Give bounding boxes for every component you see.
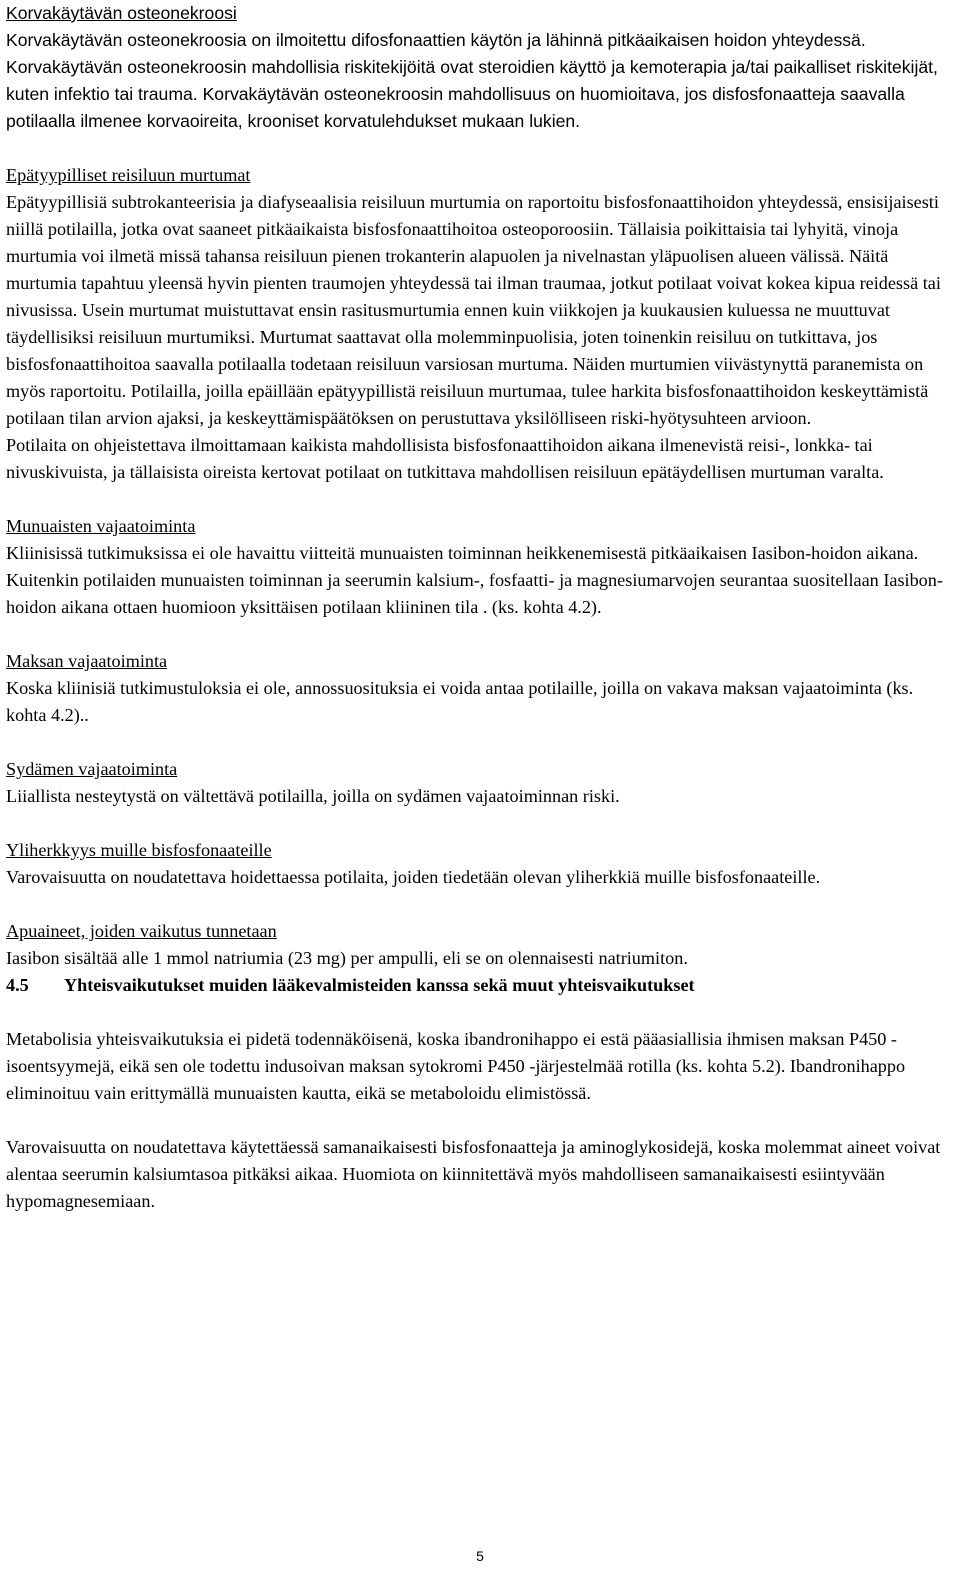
- section-ear-osteonecrosis: [6, 0, 956, 135]
- page-number: 5: [476, 1548, 484, 1564]
- section-heading: Epätyypilliset reisiluun murtumat: [6, 165, 251, 185]
- spacer: [6, 621, 956, 648]
- section-excipients: [6, 918, 956, 972]
- section-body: Potilaita on ohjeistettava ilmoittamaan kaikista mahdollisista bisfosfonaattihoidon aikana ilmenevistä reisi-, lonkka- tai nivuskivuista, ja tällaisista oireista kertovat potilaat on tutkittava mahdollisen reisiluun epätäydellisen murtuman varalta.: [6, 435, 884, 482]
- section-hepatic-impairment: [6, 648, 956, 729]
- section-body: Korvakäytävän osteonekroosia on ilmoitettu difosfonaattien käytön ja lähinnä pitkäaikaisen hoidon yhteydessä. Korvakäytävän osteonekroosin mahdollisia riskitekijöitä ovat steroidien käyttö ja kemoterapia ja/tai paikalliset riskitekijät, kuten infektio tai trauma. Korvakäytävän osteonekroosin mahdollisuus on huomioitava, jos disfosfonaatteja saavalla potilaalla ilmenee korvaoireita, krooniset korvatulehdukset mukaan lukien.: [6, 30, 938, 131]
- document-page: [6, 0, 956, 1215]
- section-heading: Maksan vajaatoiminta: [6, 651, 168, 671]
- section-heading: Sydämen vajaatoiminta: [6, 759, 178, 779]
- section-title: [6, 972, 956, 999]
- spacer: [6, 999, 956, 1026]
- section-body: Iasibon sisältää alle 1 mmol natriumia (23 mg) per ampulli, eli se on olennaisesti natriumiton.: [6, 948, 688, 968]
- spacer: [6, 135, 956, 162]
- section-interactions: [6, 972, 956, 1215]
- spacer: [6, 810, 956, 837]
- section-body: Koska kliinisiä tutkimustuloksia ei ole, annossuosituksia ei voida antaa potilaille, joilla on vakava maksan vajaatoiminta (ks. kohta 4.2)..: [6, 678, 914, 725]
- section-heading: Korvakäytävän osteonekroosi: [6, 3, 237, 23]
- section-number: 4.5: [6, 975, 29, 995]
- section-heading: Apuaineet, joiden vaikutus tunnetaan: [6, 921, 277, 941]
- section-body: Epätyypillisiä subtrokanteerisia ja diafyseaalisia reisiluun murtumia on raportoitu bisfosfonaattihoidon yhteydessä, ensisijaisesti niillä potilailla, jotka ovat saaneet pitkäaikaista bisfosfonaattihoitoa osteoporoosiin. Tällaisia poikittaisia tai lyhyitä, vinoja murtumia voi ilmetä missä tahansa reisiluun pienen trokanterin alapuolen ja nivelnastan yläpuolisen alueen välissä. Näitä murtumia tapahtuu yleensä hyvin pienten traumojen yhteydessä tai ilman traumaa, jotkut potilaat voivat kokea kipua reidessä tai nivusissa. Usein murtumat muistuttavat ensin rasitusmurtumia ennen kuin viikkojen ja kuukausien kuluessa ne muuttuvat täydellisiksi reisiluun murtumiksi. Murtumat saattavat olla molemminpuolisia, joten toinenkin reisiluu on tutkittava, jos bisfosfonaattihoitoa saavalla potilaalla todetaan reisiluun varsiosan murtuma. Näiden murtumien viivästynyttä paranemista on myös raportoitu. Potilailla, joilla epäillään epätyypillistä reisiluun murtumaa, tulee harkita bisfosfonaattihoidon keskeyttämistä potilaan tilan arvion ajaksi, ja keskeyttämispäätöksen on perustuttava yksilölliseen riski-hyötysuhteen arvioon.: [6, 192, 941, 428]
- section-body: Varovaisuutta on noudatettava hoidettaessa potilaita, joiden tiedetään olevan yliherkkiä muille bisfosfonaateille.: [6, 867, 821, 887]
- section-body: Metabolisia yhteisvaikutuksia ei pidetä todennäköisenä, koska ibandronihappo ei estä pääasiallisia ihmisen maksan P450 -isoentsyymejä, eikä sen ole todettu indusoivan maksan sytokromi P450 -järjestelmää rotilla (ks. kohta 5.2). Ibandronihappo eliminoituu vain erittymällä munuaisten kautta, eikä se metaboloidu elimistössä.: [6, 1029, 906, 1103]
- section-body: Varovaisuutta on noudatettava käytettäessä samanaikaisesti bisfosfonaatteja ja aminoglykosidejä, koska molemmat aineet voivat alentaa seerumin kalsiumtasoa pitkäksi aikaa. Huomiota on kiinnitettävä myös mahdolliseen samanaikaisesti esiintyvään hypomagnesemiaan.: [6, 1137, 941, 1211]
- spacer: [6, 1107, 956, 1134]
- spacer: [6, 729, 956, 756]
- section-cardiac-impairment: [6, 756, 956, 810]
- section-atypical-femur-fractures: [6, 162, 956, 486]
- section-renal-impairment: [6, 513, 956, 621]
- section-heading: Munuaisten vajaatoiminta: [6, 516, 196, 536]
- section-title-text: Yhteisvaikutukset muiden lääkevalmisteiden kanssa sekä muut yhteisvaikutukset: [64, 975, 695, 995]
- section-body: Liiallista nesteytystä on vältettävä potilailla, joilla on sydämen vajaatoiminnan riski.: [6, 786, 620, 806]
- spacer: [6, 486, 956, 513]
- section-hypersensitivity: [6, 837, 956, 891]
- section-heading: Yliherkkyys muille bisfosfonaateille: [6, 840, 272, 860]
- spacer: [6, 891, 956, 918]
- section-body: Kliinisissä tutkimuksissa ei ole havaittu viitteitä munuaisten toiminnan heikkenemisestä pitkäaikaisen Iasibon-hoidon aikana. Kuitenkin potilaiden munuaisten toiminnan ja seerumin kalsium-, fosfaatti- ja magnesiumarvojen seurantaa suositellaan Iasibon-hoidon aikana ottaen huomioon yksittäisen potilaan kliininen tila . (ks. kohta 4.2).: [6, 543, 943, 617]
